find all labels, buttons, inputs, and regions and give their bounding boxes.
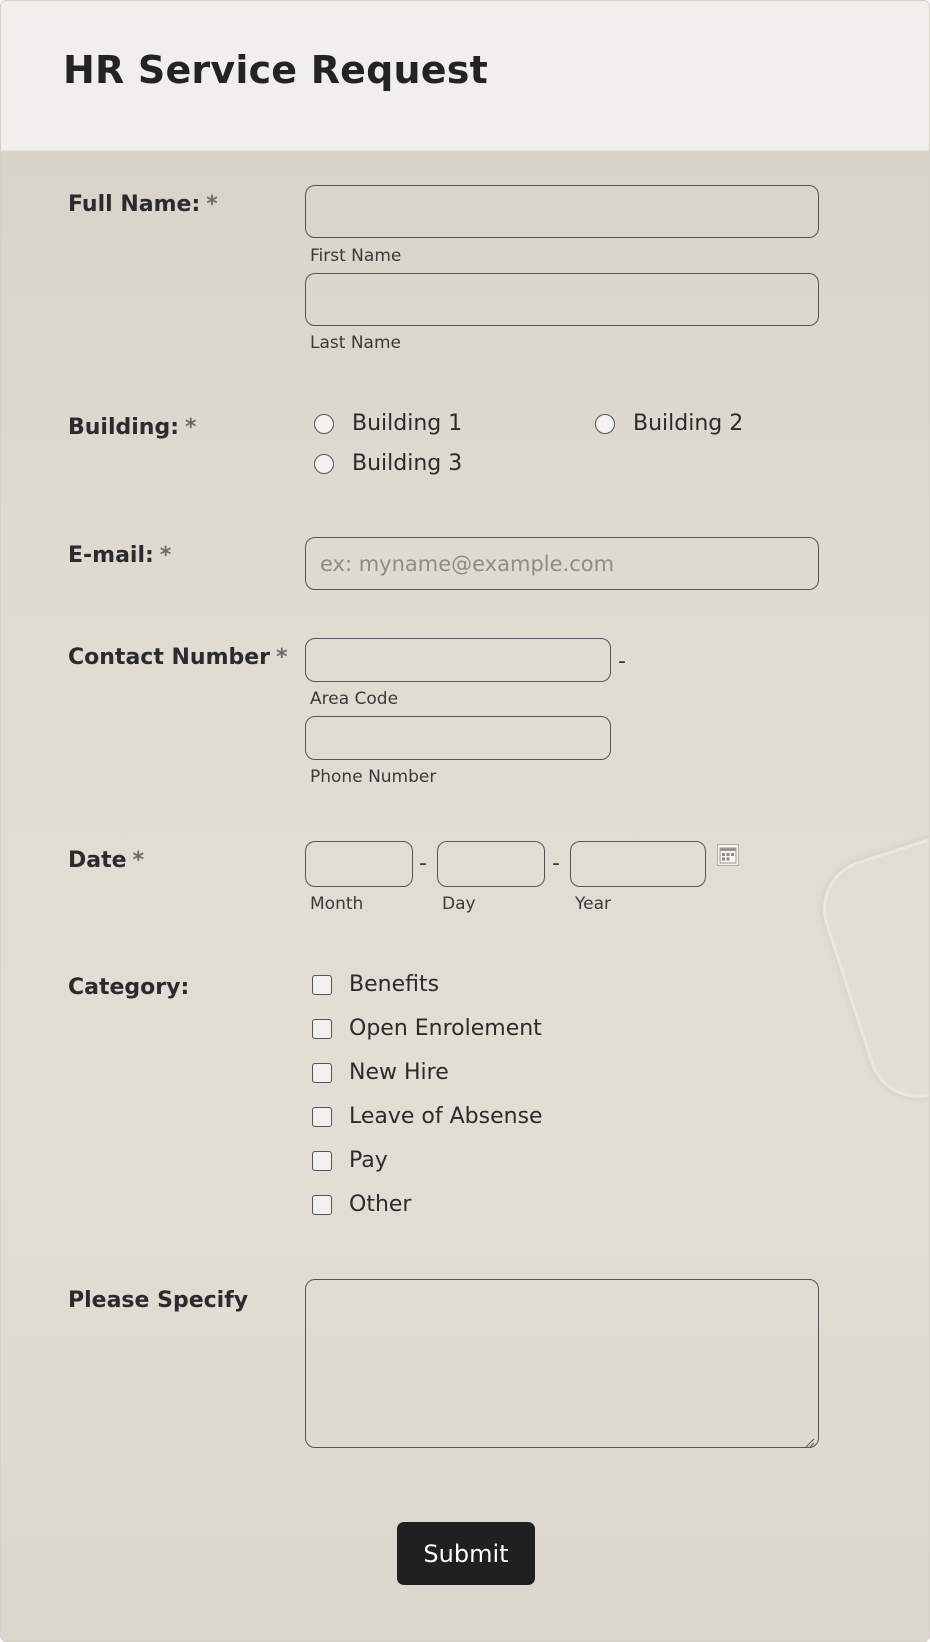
checkbox-pay[interactable] [312,1148,388,1173]
area-code-sublabel: Area Code [310,689,399,709]
contact-number-label [68,645,288,670]
checkbox-open-enrolement[interactable] [312,1016,542,1041]
checkbox-label: Other [349,1192,412,1217]
date-separator: - [419,851,427,876]
form-title: HR Service Request [63,48,488,92]
date-label [68,848,144,873]
day-sublabel: Day [442,894,476,914]
required-marker: * [185,415,197,440]
form-header [1,1,929,151]
radio-circle[interactable] [314,414,334,434]
email-label [68,543,171,568]
year-sublabel: Year [575,894,611,914]
first-name-input[interactable] [305,185,819,238]
checkbox-benefits[interactable] [312,972,439,997]
month-sublabel: Month [310,894,364,914]
phone-number-sublabel: Phone Number [310,767,437,787]
please-specify-label [68,1288,248,1313]
please-specify-label-text: Please Specify [68,1288,249,1313]
last-name-sublabel: Last Name [310,333,401,353]
category-label [68,975,189,1000]
checkbox[interactable] [312,975,332,995]
checkbox[interactable] [312,1107,332,1127]
checkbox-label: Pay [349,1148,388,1173]
checkbox[interactable] [312,1019,332,1039]
area-code-input[interactable] [305,638,611,682]
radio-circle[interactable] [314,454,334,474]
radio-circle[interactable] [595,414,615,434]
radio-label: Building 2 [633,411,744,436]
phone-number-input[interactable] [305,716,611,760]
radio-building-2[interactable] [595,411,743,436]
radio-building-1[interactable] [314,411,462,436]
day-input[interactable] [437,841,545,887]
submit-button[interactable]: Submit [397,1522,535,1585]
resize-handle-icon[interactable] [805,1433,815,1443]
radio-building-3[interactable] [314,451,462,476]
area-code-separator: - [618,649,626,674]
checkbox-leave-of-absense[interactable] [312,1104,543,1129]
category-label-text: Category: [68,975,190,1000]
please-specify-textarea[interactable] [305,1279,819,1448]
month-input[interactable] [305,841,413,887]
checkbox-label: New Hire [349,1060,449,1085]
radio-label: Building 3 [352,451,463,476]
radio-label: Building 1 [352,411,463,436]
full-name-label-text: Full Name: [68,192,201,217]
required-marker: * [276,645,288,670]
full-name-label [68,192,218,217]
year-input[interactable] [570,841,706,887]
first-name-sublabel: First Name [310,246,402,266]
checkbox-label: Leave of Absense [349,1104,543,1129]
checkbox-label: Benefits [349,972,440,997]
building-label [68,415,197,440]
checkbox-other[interactable] [312,1192,411,1217]
required-marker: * [159,543,172,568]
required-marker: * [206,192,218,217]
checkbox[interactable] [312,1151,332,1171]
email-input[interactable] [305,537,819,590]
checkbox-new-hire[interactable] [312,1060,449,1085]
decorative-arc [810,813,930,1111]
checkbox[interactable] [312,1195,332,1215]
checkbox-label: Open Enrolement [349,1016,542,1041]
building-label-text: Building: [68,415,180,440]
last-name-input[interactable] [305,273,819,326]
contact-number-label-text: Contact Number [68,645,271,670]
required-marker: * [132,848,145,873]
checkbox[interactable] [312,1063,332,1083]
date-separator: - [552,851,560,876]
calendar-icon[interactable] [717,844,739,866]
date-label-text: Date [68,848,127,873]
email-label-text: E-mail: [68,543,154,568]
